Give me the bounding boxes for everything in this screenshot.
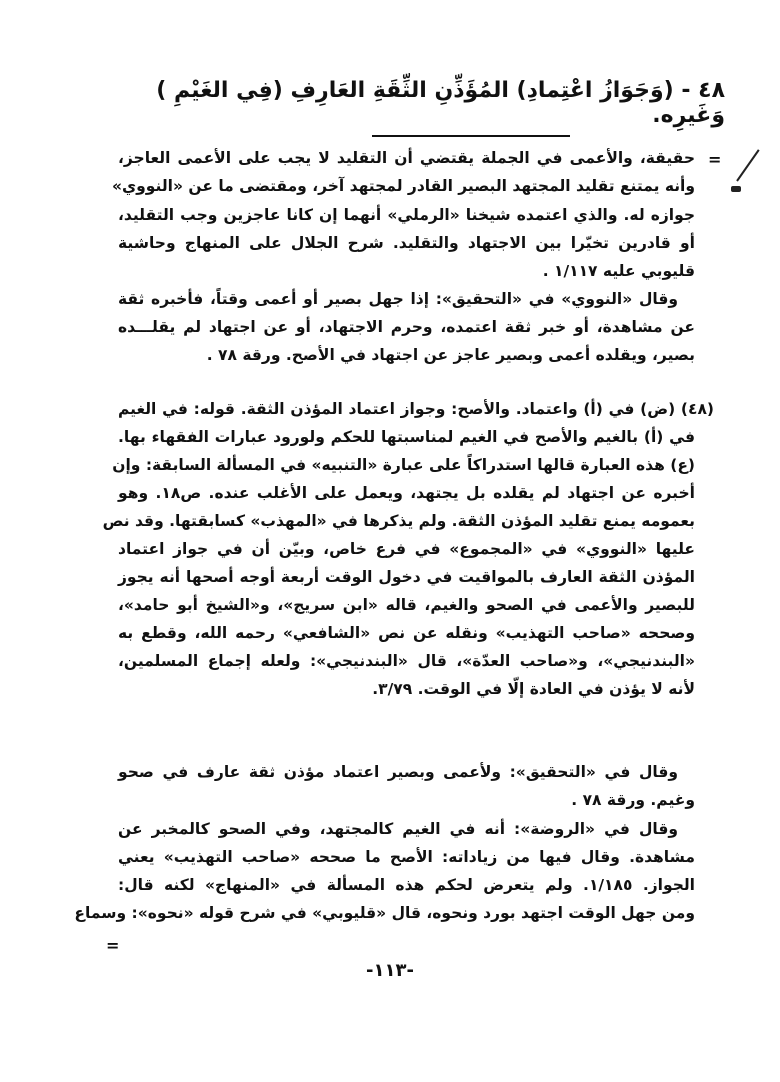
section-heading: ٤٨ - (وَجَوَازُ اعْتِمادِ) المُؤَذِّنِ الثِّقَةِ العَارِفِ (فِي الغَيْمِ ) وَغَيرِه.: [156, 78, 725, 128]
footnote-divider: [372, 135, 570, 137]
text-line: جوازه له. والذي اعتمده شيخنا «الرملي» أنهما إن كانا عاجزين وجب التقليد،: [118, 206, 695, 224]
text-line: الجواز. ١/١٨٥. ولم يتعرض لحكم هذه المسألة في «المنهاج» لكنه قال:: [118, 876, 695, 894]
text-line: في (أ) بالغيم والأصح في الغيم لمناسبتها للحكم ولورود عبارات الفقهاء بها.: [118, 428, 695, 446]
continuation-mark: =: [708, 150, 722, 169]
text-line: المؤذن الثقة العارف بالمواقيت في دخول الوقت أربعة أوجه أصحها أنه يجوز: [118, 568, 695, 586]
scan-artifact: [731, 186, 741, 192]
text-line: وصححه «صاحب التهذيب» ونقله عن نص «الشافعي» رحمه الله، وقطع به: [118, 624, 695, 642]
text-line: للبصير والأعمى في الصحو والغيم، قاله «ابن سريج»، و«الشيخ أبو حامد»،: [118, 596, 695, 614]
trailing-continuation-mark: =: [106, 936, 120, 955]
text-line: أخبره عن اجتهاد لم يقلده بل يجتهد، ويعمل على الأغلب عنده. ص١٨. وهو: [118, 484, 695, 502]
text-line: وأنه يمتنع تقليد المجتهد البصير القادر لمجتهد آخر، ومقتضى ما عن «النووي»: [111, 177, 695, 195]
scan-artifact: [736, 149, 759, 181]
text-line: عليها «النووي» في «المجموع» في فرع خاص، وبيّن أن في جواز اعتماد: [118, 540, 695, 558]
text-line: (ع) هذه العبارة قالها استدراكاً على عبارة «التنبيه» في المسألة السابقة: وإن: [112, 456, 695, 474]
text-line: وقال في «التحقيق»: ولأعمى وبصير اعتماد مؤذن ثقة عارف في صحو: [118, 763, 678, 781]
text-line: أو قادرين تخيّرا بين الاجتهاد والتقليد. شرح الجلال على المنهاج وحاشية: [118, 234, 695, 252]
text-line: بعمومه يمنع تقليد المؤذن الثقة. ولم يذكرها في «المهذب» كسابقتها. وقد نص: [102, 512, 695, 530]
text-line: (٤٨) (ض) في (أ) واعتماد. والأصح: وجواز اعتماد المؤذن الثقة. قوله: في الغيم: [118, 400, 714, 418]
text-line: وقال في «الروضة»: أنه في الغيم كالمجتهد، وفي الصحو كالمخبر عن: [118, 820, 678, 838]
text-line: «البندنيجي»، و«صاحب العدّة»، قال «البندنيجي»: ولعله إجماع المسلمين،: [118, 652, 695, 670]
text-line: لأنه لا يؤذن في العادة إلّا في الوقت. ٣/٧٩.: [372, 680, 695, 698]
text-line: بصير، ويقلده أعمى وبصير عاجز عن اجتهاد في الأصح. ورقة ٧٨ .: [206, 346, 695, 364]
page-number: -١١٣-: [366, 960, 414, 981]
text-line: مشاهدة. وقال فيها من زياداته: الأصح ما صححه «صاحب التهذيب» يعني: [118, 848, 695, 866]
text-line: وقال «النووي» في «التحقيق»: إذا جهل بصير أو أعمى وقتاً، فأخبره ثقة: [118, 290, 678, 308]
text-line: قليوبي عليه ١/١١٧ .: [542, 262, 695, 280]
text-line: عن مشاهدة، أو خبر ثقة اعتمده، وحرم الاجتهاد، أو عن اجتهاد لم يقلـــده: [118, 318, 695, 336]
text-line: ومن جهل الوقت اجتهد بورد ونحوه، قال «قليوبي» في شرح قوله «نحوه»: وسماع: [74, 904, 695, 922]
text-line: وغيم. ورقة ٧٨ .: [571, 791, 695, 809]
text-line: حقيقة، والأعمى في الجملة يقتضي أن التقليد لا يجب على الأعمى العاجز،: [118, 149, 695, 167]
